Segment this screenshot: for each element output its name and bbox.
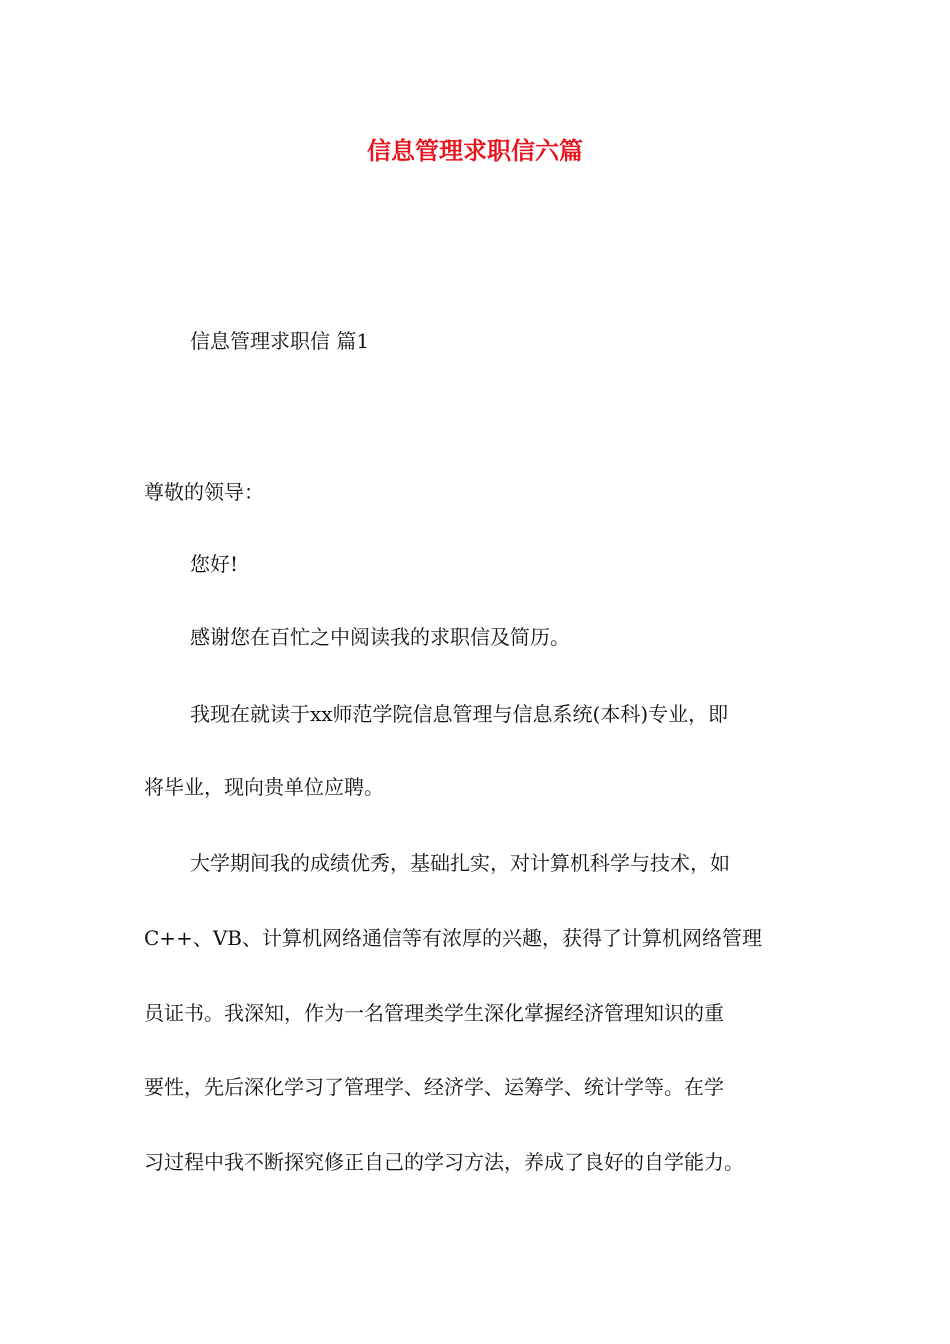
paragraph-line: 我现在就读于xx师范学院信息管理与信息系统(本科)专业，即 — [190, 702, 729, 726]
paragraph-line: 要性，先后深化学习了管理学、经济学、运筹学、统计学等。在学 — [144, 1075, 724, 1099]
section-heading: 信息管理求职信 篇1 — [190, 329, 370, 353]
paragraph-line: 员证书。我深知，作为一名管理类学生深化掌握经济管理知识的重 — [144, 1001, 724, 1025]
greeting: 您好! — [190, 552, 239, 576]
salutation: 尊敬的领导： — [144, 480, 264, 504]
document-title: 信息管理求职信六篇 — [367, 136, 583, 165]
paragraph-line: 感谢您在百忙之中阅读我的求职信及简历。 — [190, 625, 570, 649]
paragraph-line: 大学期间我的成绩优秀，基础扎实，对计算机科学与技术，如 — [190, 851, 730, 875]
paragraph-line: C++、VB、计算机网络通信等有浓厚的兴趣，获得了计算机网络管理 — [144, 926, 762, 950]
paragraph-line: 习过程中我不断探究修正自己的学习方法，养成了良好的自学能力。 — [144, 1150, 744, 1174]
paragraph-line: 将毕业，现向贵单位应聘。 — [144, 775, 384, 799]
